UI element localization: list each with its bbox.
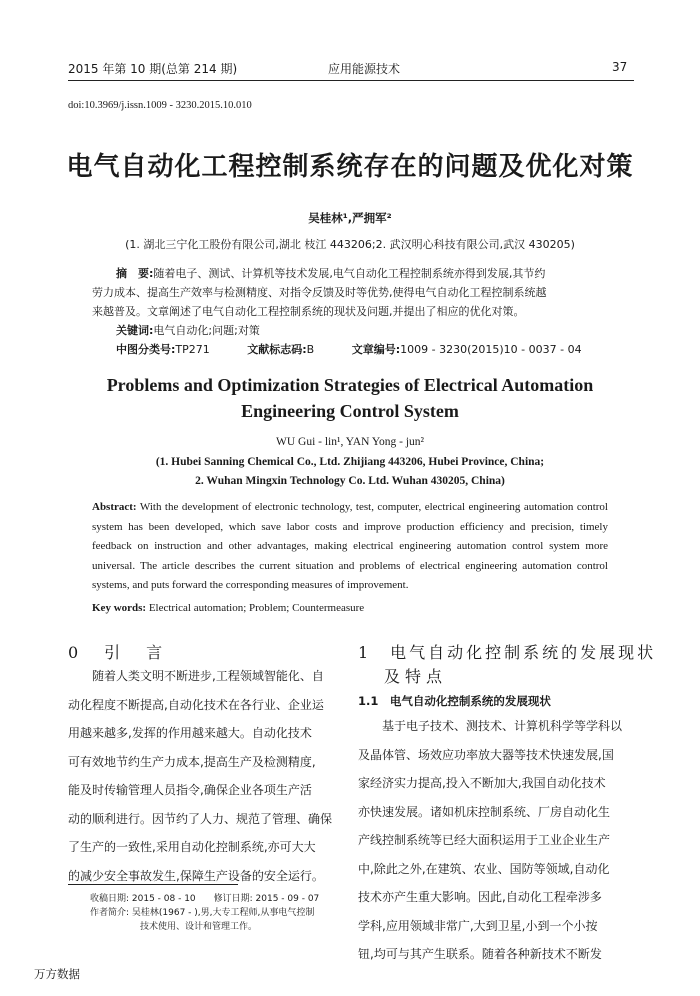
abstract-en-label: Abstract:: [92, 501, 137, 513]
authors-en: WU Gui - lin¹, YAN Yong - jun²: [276, 436, 424, 448]
section-1-heading-cont: 及特点: [384, 667, 448, 686]
abstract-cn-line-3: 来越普及。文章阐述了电气自动化工程控制系统的现状及问题,并提出了相应的优化对策。: [92, 305, 525, 318]
classification-row: 中图分类号:TP271 文献标志码:B 文章编号:1009 - 3230(2015)10 - 0037 - 04: [116, 343, 582, 356]
doc-code: B: [306, 343, 315, 356]
body-line: 动化程度不断提高,自动化技术在各行业、企业运: [68, 697, 324, 712]
body-line: 基于电子技术、测技术、计算机科学等学科以: [358, 719, 623, 733]
abstract-cn-line-1: 摘 要:随着电子、测试、计算机等技术发展,电气自动化工程控制系统亦得到发展,其节约: [116, 267, 546, 280]
abstract-en-text: With the development of electronic technology, test, computer, electrical engineering automation control system has been developed, which save labor costs and improve production efficiency and precision, timely feedback on instruction and other advantages, making electrical engineering automation control system more universal. The article describes the current situation and problems of electrical engineering automation control systems, and puts forward the corresponding measures of improvement.: [92, 501, 608, 591]
article-number: 1009 - 3230(2015)10 - 0037 - 04: [400, 343, 582, 356]
body-line: 随着人类文明不断进步,工程领域智能化、自: [68, 669, 324, 683]
doi: doi:10.3969/j.issn.1009 - 3230.2015.10.010: [68, 100, 252, 111]
body-line: 用越来越多,发挥的作用越来越大。自动化技术: [68, 726, 312, 740]
affiliation-en-line-2: 2. Wuhan Mingxin Technology Co. Ltd. Wuhan 430205, China): [195, 475, 505, 487]
keywords-cn: 关键词:电气自动化;问题;对策: [116, 324, 260, 337]
keywords-en: Key words: Electrical automation; Problem; Countermeasure: [92, 602, 365, 614]
body-line: 中,除此之外,在建筑、农业、国防等领域,自动化: [358, 861, 610, 876]
affiliation-cn: (1. 湖北三宁化工股份有限公司,湖北 枝江 443206;2. 武汉明心科技有限公司,武汉 430205): [125, 238, 575, 251]
subsection-1-1-heading: 1.1 电气自动化控制系统的发展现状: [358, 694, 551, 708]
watermark: 万方数据: [34, 967, 80, 981]
body-line: 亦快速发展。诸如机床控制系统、厂房自动化生: [358, 804, 611, 819]
clc-number: TP271: [175, 343, 210, 356]
body-line: 动的顺利进行。因节约了人力、规范了管理、确保: [68, 811, 333, 826]
abstract-cn: [92, 264, 608, 359]
title-en: Problems and Optimization Strategies of Electrical Automation Engineering Control System: [106, 375, 594, 421]
footnote-author-bio-cont: 技术使用、设计和管理工作。: [140, 922, 258, 932]
authors-cn: 吴桂林¹,严拥军²: [308, 211, 392, 225]
abstract-cn-label: 摘 要:: [116, 267, 154, 280]
header-issue: 2015 年第 10 期(总第 214 期): [68, 62, 238, 76]
right-column-body: [358, 712, 638, 969]
body-line: 学科,应用领域非常广,大到卫星,小到一个小按: [358, 918, 598, 933]
footnote-dates: 收稿日期: 2015 - 08 - 10 修订日期: 2015 - 09 - 07: [90, 894, 320, 904]
footnote-rule: [68, 884, 238, 885]
body-line: 能及时传输管理人员指令,确保企业各项生产活: [68, 783, 312, 797]
body-line: 可有效地节约生产力成本,提高生产及检测精度,: [68, 754, 316, 769]
abstract-cn-line-2: 劳力成本、提高生产效率与检测精度、对指令反馈及时等优势,使得电气自动化工程控制系统越: [92, 286, 547, 299]
affiliation-en-line-1: (1. Hubei Sanning Chemical Co., Ltd. Zhijiang 443206, Hubei Province, China;: [155, 456, 545, 468]
header-page-number: 37: [612, 60, 628, 74]
body-line: 的减少安全事故发生,保障生产设备的安全运行。: [68, 868, 324, 883]
body-line: 家经济实力提高,投入不断加大,我国自动化技术: [358, 776, 606, 790]
footnote-author-bio: 作者简介: 吴桂林(1967 - ),男,大专工程师,从事电气控制: [90, 908, 315, 918]
body-line: 钮,均可与其产生联系。随着各种新技术不断发: [358, 947, 602, 961]
body-line: 技术亦产生重大影响。因此,自动化工程牵涉多: [358, 890, 602, 904]
body-line: 及晶体管、场效应功率放大器等技术快速发展,国: [358, 747, 614, 762]
title-cn: 电气自动化工程控制系统存在的问题及优化对策: [66, 152, 634, 182]
abstract-en: [92, 498, 608, 596]
body-line: 产线控制系统等已经大面积运用于工业企业生产: [358, 833, 611, 847]
header-rule: [68, 80, 634, 81]
section-0-heading: 0 引 言: [68, 643, 168, 662]
footnote: [90, 892, 319, 934]
body-line: 了生产的一致性,采用自动化控制系统,亦可大大: [68, 840, 316, 854]
section-1-heading: 1 电气自动化控制系统的发展现状: [358, 643, 657, 662]
header-journal: 应用能源技术: [328, 62, 401, 76]
left-column-body: [68, 662, 348, 890]
